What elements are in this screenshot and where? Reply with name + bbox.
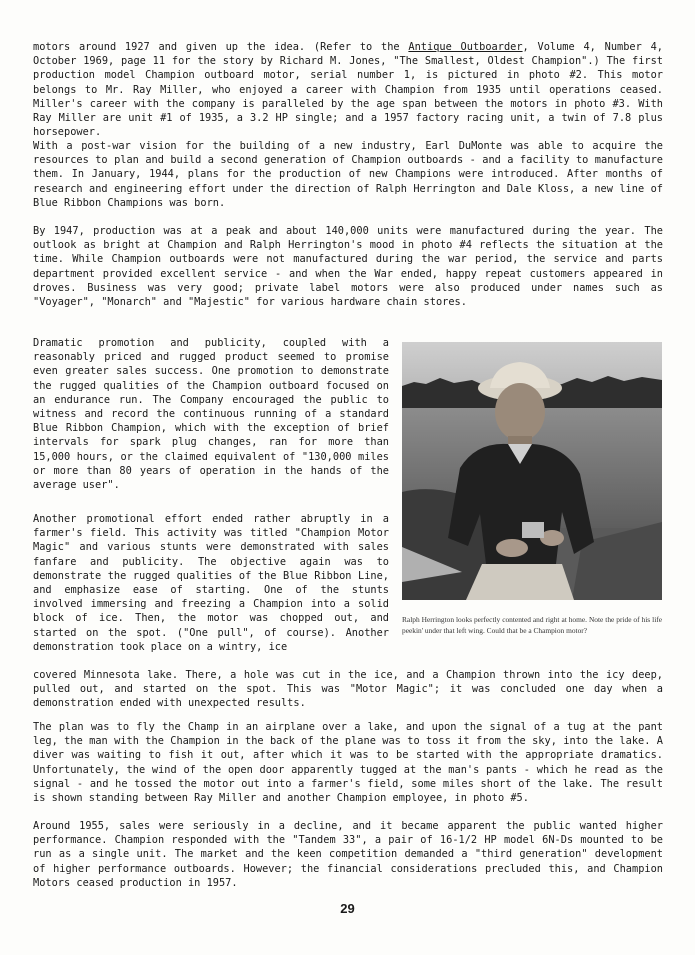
- paragraph-6: The plan was to fly the Champ in an airplane over a lake, and upon the signal of a tug at the pant leg, the man with the Champion in the back of the plane was to toss it from the sky, into the lake. A diver was waiting to fish it out, after which it was to be started with the appropriate dramatics. Unfortunately, the wind of the open door apparently tugged at the man's pants - which he read as the signal - and he tossed the motor out into a farmer's field, some miles short of the lake. The result is shown standing between Ray Miller and another Champion employee, in photo #5.: [33, 721, 663, 805]
- photo-illustration: [402, 342, 662, 600]
- photo-caption: Ralph Herrington looks perfectly contented and right at home. Note the pride of his life peekin' under that left wing. Could that be a Champion motor?: [402, 615, 662, 635]
- paragraph-5-narrow: Another promotional effort ended rather abruptly in a farmer's field. This activity was titled "Champion Motor Magic" and various stunts were demonstrated with sales fanfare and publicity. The objective again was to demonstrate the rugged qualities of the Blue Ribbon Line, and emphasize ease of starting. One of the stunts involved immersing and freezing a Champion into a solid block of ice. Then, the motor was chopped out, and started on the spot. ("One pull", of course). Another demonstration took place on a wintry, ice: [33, 513, 389, 653]
- page-number: 29: [340, 901, 355, 916]
- paragraph-7: Around 1955, sales were seriously in a decline, and it became apparent the public wanted higher performance. Champion responded with the "Tandem 33", a pair of 16-1/2 HP model 6N-Ds mounted to be run as a single unit. The market and the keen competition demanded a "third generation" development of higher performance outboards. However; the financial considerations precluded this, and Champion Motors ceased production in 1957.: [33, 820, 663, 889]
- publication-title: Antique Outboarder: [408, 41, 523, 53]
- paragraph-1-start: motors around 1927 and given up the idea. (Refer to the: [33, 41, 409, 53]
- paragraph-1: [33, 40, 663, 139]
- paragraph-4: Dramatic promotion and publicity, coupled with a reasonably priced and rugged product seemed to promise even greater sales success. One promotion to demonstrate the rugged qualities of the Champion outboard focused on an endurance run. The Company encouraged the public to witness and record the continuous running of a standard Blue Ribbon Champion, which with the exception of brief intervals for spark plug changes, ran for more than 15,000 hours, or the claimed equivalent of "130,000 miles or more than 80 years of operation in the hands of the average user".: [33, 337, 389, 492]
- paragraph-5-full: covered Minnesota lake. There, a hole was cut in the ice, and a Champion thrown into the icy deep, pulled out, and started on the spot. This was "Motor Magic"; it was concluded one day when a demonstration ended with unexpected results.: [33, 669, 663, 710]
- paragraph-3: By 1947, production was at a peak and about 140,000 units were manufactured during the year. The outlook as bright at Champion and Ralph Herrington's mood in photo #4 reflects the situation at the time. While Champion outboards were not manufactured during the war period, the service and parts department provided excellent service - and when the War ended, happy repeat customers appeared in droves. Business was very good; private label motors were also produced under names such as "Voyager", "Monarch" and "Majestic" for various hardware chain stores.: [33, 225, 663, 309]
- paragraph-2: With a post-war vision for the building of a new industry, Earl DuMonte was able to acquire the resources to plan and build a second generation of Champion outboards - and a facility to manufacture them. In January, 1944, plans for the production of new Champions were introduced. After months of research and engineering effort under the direction of Ralph Herrington and Dale Kloss, a new line of Blue Ribbon Champions was born.: [33, 140, 663, 209]
- photo-ralph-herrington: [402, 342, 662, 600]
- paragraph-1-end: , Volume 4, Number 4, October 1969, page 11 for the story by Richard M. Jones, "The Smallest, Oldest Champion".) The first production model Champion outboard motor, serial number 1, is pictured in photo #2. This motor belongs to Mr. Ray Miller, who enjoyed a career with Champion from 1935 until operations ceased. Miller's career with the company is paralleled by the age span between the motors in photo #3. With Ray Miller are unit #1 of 1935, a 3.2 HP single; and a 1957 factory racing unit, a twin of 7.8 plus horsepower.: [33, 41, 663, 139]
